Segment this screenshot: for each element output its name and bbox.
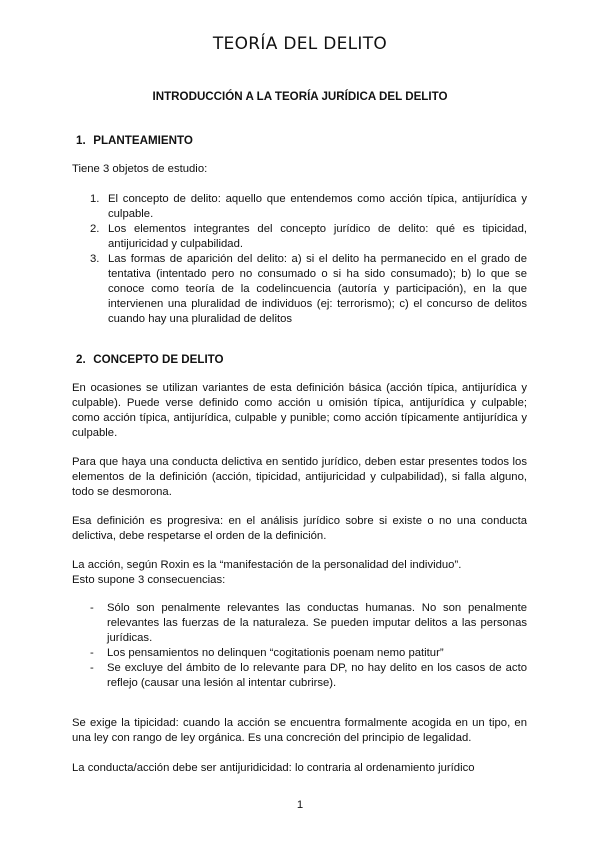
objects-of-study-list [90, 192, 527, 327]
list-item-text: El concepto de delito: aquello que entendemos como acción típica, antijurídica y culpable. [108, 193, 527, 220]
section-1-intro: Tiene 3 objetos de estudio: [72, 163, 208, 175]
list-item [90, 192, 527, 222]
list-marker: 1. [90, 193, 100, 205]
list-item [90, 601, 527, 646]
list-item-text: Los pensamientos no delinquen “cogitationis poenam nemo patitur” [107, 647, 444, 659]
section-2-title: CONCEPTO DE DELITO [93, 353, 224, 366]
section-1-title: PLANTEAMIENTO [93, 134, 193, 147]
list-marker: 3. [90, 253, 100, 265]
list-item-text: Sólo son penalmente relevantes las conductas humanas. No son penalmente relevantes las fuerzas de la naturaleza. Se pueden imputar delitos a las personas jurídicas. [107, 602, 527, 644]
progressive-definition-paragraph: Esa definición es progresiva: en el análisis jurídico sobre si existe o no una conducta delictiva, debe respetarse el orden de la definición. [72, 515, 527, 542]
list-marker: - [90, 647, 94, 659]
section-1-number: 1. [76, 134, 86, 147]
list-item-text: Se excluye del ámbito de lo relevante para DP, no hay delito en los casos de acto reflejo (causar una lesión al intentar cubrirse). [107, 662, 527, 689]
conduct-elements-paragraph: Para que haya una conducta delictiva en sentido jurídico, deben estar presentes todos los elementos de la definición (acción, tipicidad, antijuricidad y culpabilidad), si falla alguno, todo se desmorona. [72, 456, 527, 498]
list-marker: - [90, 662, 94, 674]
document-subtitle: INTRODUCCIÓN A LA TEORÍA JURÍDICA DEL DELITO [152, 90, 448, 103]
list-item [90, 661, 527, 691]
list-item-text: Los elementos integrantes del concepto jurídico de delito: qué es tipicidad, antijuricidad y culpabilidad. [108, 223, 527, 250]
list-item [90, 252, 527, 327]
list-item [90, 222, 527, 252]
list-marker: 2. [90, 223, 100, 235]
consequences-intro: Esto supone 3 consecuencias: [72, 574, 226, 586]
list-marker: - [90, 602, 94, 614]
document-title: TEORÍA DEL DELITO [212, 34, 388, 54]
section-2-heading [76, 352, 224, 367]
page-number: 1 [296, 799, 304, 811]
consequences-list [90, 601, 527, 691]
roxin-paragraph [72, 558, 527, 588]
section-1-heading [76, 133, 193, 148]
tipicidad-paragraph: Se exige la tipicidad: cuando la acción se encuentra formalmente acogida en un tipo, en una ley con rango de ley orgánica. Es una concreción del principio de legalidad. [72, 717, 527, 744]
list-item [90, 646, 527, 661]
list-item-text: Las formas de aparición del delito: a) si el delito ha permanecido en el grado de tentativa (intentado pero no consumado o si ha sido consumado); b) lo que se conoce como teoría de la codelincuencia (autoría y participación), en la que intervienen una pluralidad de individuos (ej: terrorismo); c) el concurso de delitos cuando hay una pluralidad de delitos [108, 253, 527, 325]
roxin-definition: La acción, según Roxin es la “manifestación de la personalidad del individuo”. [72, 559, 462, 571]
antijuridicidad-paragraph: La conducta/acción debe ser antijuridicidad: lo contraria al ordenamiento jurídico [72, 762, 475, 774]
section-2-number: 2. [76, 353, 86, 366]
definition-variants-paragraph: En ocasiones se utilizan variantes de esta definición básica (acción típica, antijurídica y culpable). Puede verse definido como acción u omisión típica, antijurídica y culpable; como acción típica, antijurídica, culpable y punible; como acción típicamente antijurídica y culpable. [72, 382, 527, 439]
